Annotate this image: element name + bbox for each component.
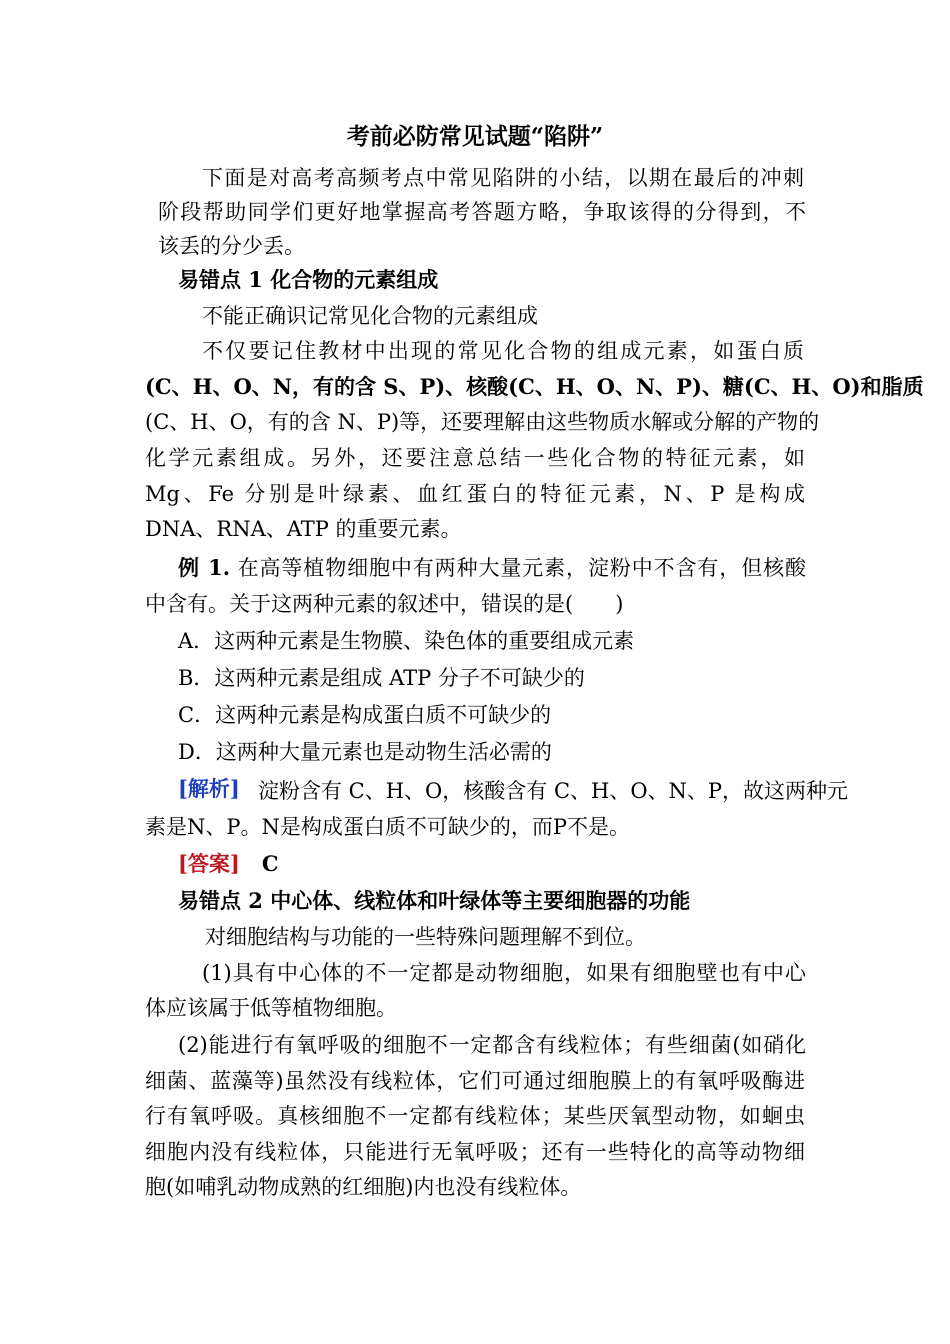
point1-line: (1)具有中心体的不一定都是动物细胞，如果有细胞壁也有中心 xyxy=(202,961,806,985)
answer-tag: [答案] xyxy=(178,851,240,876)
point2-line: 细菌、蓝藻等)虽然没有线粒体，它们可通过细胞膜上的有氧呼吸酶进 xyxy=(145,1069,805,1093)
example-question-text: 在高等植物细胞中有两种大量元素，淀粉中不含有，但核酸 xyxy=(237,556,806,580)
answer-row xyxy=(178,849,279,879)
example-option: C．这两种元素是构成蛋白质不可缺少的 xyxy=(178,703,552,727)
point2-line: 行有氧呼吸。真核细胞不一定都有线粒体；某些厌氧型动物，如蛔虫 xyxy=(145,1104,805,1128)
example-option: A．这两种元素是生物膜、染色体的重要组成元素 xyxy=(178,629,635,653)
section1-paragraph-line: 化学元素组成。另外，还要注意总结一些化合物的特征元素，如 xyxy=(145,446,805,470)
example-question-line: 中含有。关于这两种元素的叙述中，错误的是( ) xyxy=(145,592,624,616)
section1-subtitle: 不能正确识记常见化合物的元素组成 xyxy=(202,304,538,328)
intro-line: 该丢的分少丢。 xyxy=(158,234,305,258)
point2-line: 细胞内没有线粒体，只能进行无氧呼吸；还有一些特化的高等动物细 xyxy=(145,1140,805,1164)
point2-line: 胞(如哺乳动物成熟的红细胞)内也没有线粒体。 xyxy=(145,1175,582,1199)
section1-paragraph-line: Mg、Fe 分别是叶绿素、血红蛋白的特征元素，N、P 是构成 xyxy=(145,482,805,506)
intro-line: 下面是对高考高频考点中常见陷阱的小结，以期在最后的冲刺 xyxy=(202,166,804,190)
section1-paragraph-line: 不仅要记住教材中出现的常见化合物的组成元素，如蛋白质 xyxy=(202,339,804,363)
analysis-line: 素是N、P。N是构成蛋白质不可缺少的，而P不是。 xyxy=(145,815,631,839)
section2-subtitle: 对细胞结构与功能的一些特殊问题理解不到位。 xyxy=(205,925,646,949)
section2-heading: 易错点 2 中心体、线粒体和叶绿体等主要细胞器的功能 xyxy=(178,888,691,913)
example-option: B．这两种元素是组成 ATP 分子不可缺少的 xyxy=(178,666,585,690)
section1-heading: 易错点 1 化合物的元素组成 xyxy=(178,267,439,292)
answer-value: C xyxy=(261,851,279,876)
page-title: 考前必防常见试题“陷阱” xyxy=(346,123,604,150)
intro-line: 阶段帮助同学们更好地掌握高考答题方略，争取该得的分得到，不 xyxy=(158,200,806,224)
example-label: 例 1. xyxy=(178,555,231,580)
analysis-tag: [解析] xyxy=(178,776,240,801)
point2-line: (2)能进行有氧呼吸的细胞不一定都含有线粒体；有些细菌(如硝化 xyxy=(178,1033,806,1057)
analysis-line: 淀粉含有 C、H、O，核酸含有 C、H、O、N、P，故这两种元 xyxy=(258,779,849,803)
example-question-line xyxy=(178,553,806,583)
analysis-label xyxy=(178,774,240,804)
section1-paragraph-line: (C、H、O、N，有的含 S、P)、核酸(C、H、O、N、P)、糖(C、H、O)和脂质 xyxy=(145,374,924,399)
section1-paragraph-line: (C、H、O，有的含 N、P)等，还要理解由这些物质水解或分解的产物的 xyxy=(145,410,820,434)
example-option: D．这两种大量元素也是动物生活必需的 xyxy=(178,740,552,764)
section1-paragraph-line: DNA、RNA、ATP 的重要元素。 xyxy=(145,517,462,541)
point1-line: 体应该属于低等植物细胞。 xyxy=(145,996,397,1020)
